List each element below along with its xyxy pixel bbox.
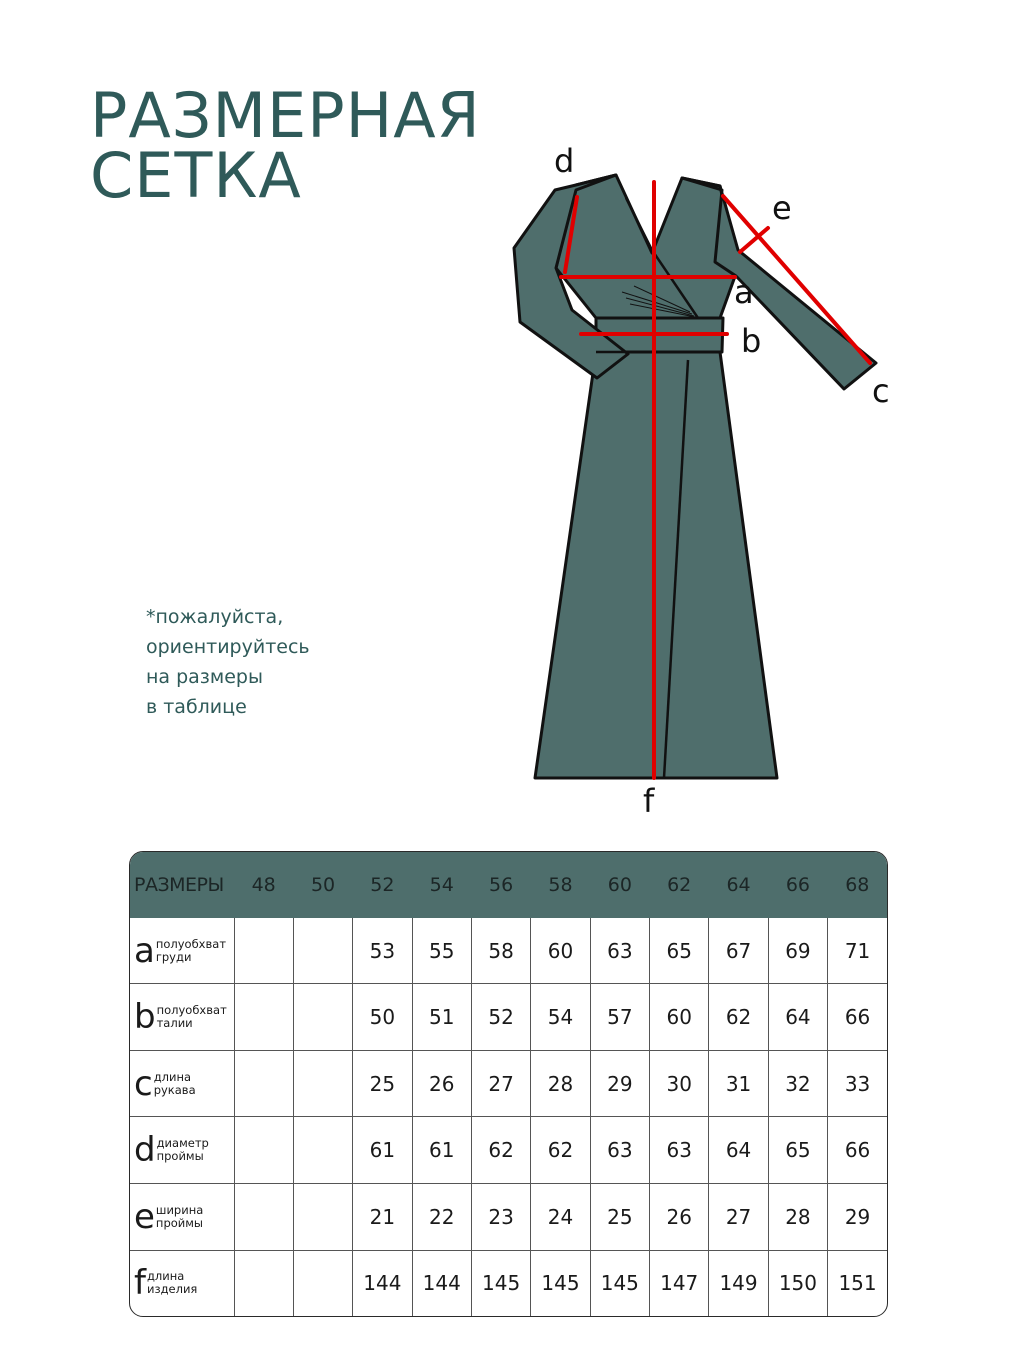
row-desc-line: проймы	[156, 1149, 204, 1164]
note-line-1: *пожалуйста,	[146, 606, 284, 628]
table-cell	[293, 984, 352, 1051]
row-label-a	[130, 918, 234, 984]
table-cell: 67	[709, 918, 768, 984]
table-row	[130, 1184, 887, 1251]
size-header: 62	[667, 874, 692, 896]
table-cell: 144	[412, 1250, 471, 1316]
table-cell: 58	[471, 918, 530, 984]
table-row	[130, 1117, 887, 1184]
table-cell: 53	[353, 918, 412, 984]
table-cell: 147	[650, 1250, 709, 1316]
table-cell	[293, 1050, 352, 1117]
size-header-row	[130, 852, 887, 918]
table-cell: 30	[650, 1050, 709, 1117]
row-desc-line: полуобхват	[156, 1003, 227, 1017]
row-letter: c	[134, 1063, 153, 1104]
title-line-2: СЕТКА	[90, 139, 302, 212]
row-description	[156, 938, 226, 964]
row-letter: e	[134, 1196, 155, 1237]
size-header: 58	[548, 874, 573, 896]
row-label-c	[130, 1050, 234, 1117]
table-cell: 69	[768, 918, 827, 984]
table-cell: 26	[650, 1184, 709, 1251]
table-cell: 60	[531, 918, 590, 984]
table-row	[130, 984, 887, 1051]
label-d: d	[554, 142, 575, 180]
row-desc-line: рукава	[153, 1082, 196, 1097]
table-cell: 63	[590, 918, 649, 984]
row-letter: d	[134, 1130, 156, 1171]
table-cell: 21	[353, 1184, 412, 1251]
table-cell: 31	[709, 1050, 768, 1117]
size-header: 60	[607, 874, 632, 896]
row-desc-line: длина	[153, 1069, 192, 1084]
table-cell: 52	[471, 984, 530, 1051]
row-letter: a	[134, 930, 155, 971]
table-cell	[234, 1184, 293, 1251]
table-cell: 62	[471, 1117, 530, 1184]
table-cell: 145	[531, 1250, 590, 1316]
table-cell	[234, 1050, 293, 1117]
table-cell: 65	[650, 918, 709, 984]
size-header: 56	[489, 874, 514, 896]
row-desc-line: изделия	[146, 1282, 198, 1297]
row-letter: b	[134, 997, 156, 1037]
table-cell: 28	[768, 1184, 827, 1251]
table-cell: 150	[768, 1250, 827, 1316]
row-desc-line: груди	[155, 949, 192, 964]
table-cell: 149	[709, 1250, 768, 1316]
table-cell: 60	[650, 984, 709, 1051]
table-cell: 29	[590, 1050, 649, 1117]
row-desc-line: проймы	[155, 1215, 204, 1230]
table-cell: 33	[828, 1050, 887, 1117]
table-cell: 144	[353, 1250, 412, 1316]
label-e: e	[772, 189, 792, 227]
table-cell: 27	[471, 1050, 530, 1117]
row-label-e	[130, 1184, 234, 1251]
row-description	[156, 1204, 203, 1230]
size-header: 68	[845, 874, 870, 896]
row-desc-line: полуобхват	[155, 936, 227, 951]
table-cell	[234, 918, 293, 984]
table-cell	[293, 1184, 352, 1251]
table-cell: 54	[531, 984, 590, 1051]
dress-bodice	[556, 175, 738, 318]
table-cell: 24	[531, 1184, 590, 1251]
table-row	[130, 918, 887, 984]
note-line-3: на размеры	[146, 666, 263, 688]
table-cell: 25	[590, 1184, 649, 1251]
label-f: f	[643, 782, 655, 820]
table-row	[130, 1050, 887, 1117]
table-cell: 62	[531, 1117, 590, 1184]
dress-illustration	[514, 175, 876, 778]
table-cell: 50	[353, 984, 412, 1051]
row-desc-line: ширина	[155, 1202, 204, 1217]
label-c: c	[872, 372, 890, 410]
table-cell	[234, 1117, 293, 1184]
size-header: 52	[370, 874, 395, 896]
table-cell: 61	[412, 1117, 471, 1184]
table-cell: 32	[768, 1050, 827, 1117]
label-a: a	[734, 273, 754, 311]
table-cell: 64	[768, 984, 827, 1051]
row-label-f	[130, 1250, 234, 1316]
dress-measurement-diagram	[490, 140, 910, 830]
row-description	[147, 1270, 197, 1296]
row-desc-line: диаметр	[156, 1136, 209, 1151]
row-label-d	[130, 1117, 234, 1184]
table-cell: 66	[828, 1117, 887, 1184]
size-table-grid	[130, 852, 887, 1316]
table-cell: 63	[590, 1117, 649, 1184]
table-cell: 25	[353, 1050, 412, 1117]
size-header: 48	[251, 874, 276, 896]
page-title	[90, 79, 481, 212]
size-table	[129, 851, 888, 1317]
size-header: 64	[726, 874, 751, 896]
table-cell: 28	[531, 1050, 590, 1117]
table-cell	[293, 1250, 352, 1316]
size-header: 50	[310, 874, 336, 896]
table-cell: 61	[353, 1117, 412, 1184]
title-line-1: РАЗМЕРНАЯ	[90, 79, 481, 152]
table-cell: 63	[650, 1117, 709, 1184]
sizes-corner-label: РАЗМЕРЫ	[134, 874, 224, 896]
table-cell: 26	[412, 1050, 471, 1117]
table-cell: 145	[590, 1250, 649, 1316]
size-note	[146, 602, 310, 722]
table-cell: 22	[412, 1184, 471, 1251]
table-cell	[234, 984, 293, 1051]
table-cell: 51	[412, 984, 471, 1051]
table-cell	[234, 1250, 293, 1316]
row-label-b	[130, 984, 234, 1051]
table-cell: 65	[768, 1117, 827, 1184]
table-cell	[293, 918, 352, 984]
table-cell: 151	[828, 1250, 887, 1316]
table-cell: 57	[590, 984, 649, 1051]
table-row	[130, 1250, 887, 1316]
row-description	[157, 1137, 209, 1163]
table-cell: 64	[709, 1117, 768, 1184]
size-header: 66	[785, 874, 810, 896]
size-header: 54	[429, 874, 454, 896]
table-cell: 62	[709, 984, 768, 1051]
table-cell	[293, 1117, 352, 1184]
table-cell: 55	[412, 918, 471, 984]
table-cell: 27	[709, 1184, 768, 1251]
table-cell: 71	[828, 918, 887, 984]
note-line-2: ориентируйтесь	[146, 636, 310, 658]
row-description	[157, 1004, 227, 1030]
label-b: b	[741, 322, 762, 360]
table-cell: 29	[828, 1184, 887, 1251]
table-cell: 145	[471, 1250, 530, 1316]
note-line-4: в таблице	[146, 696, 247, 718]
row-description	[154, 1071, 196, 1097]
row-desc-line: талии	[156, 1016, 193, 1030]
table-cell: 23	[471, 1184, 530, 1251]
row-letter: f	[134, 1263, 146, 1304]
row-desc-line: длина	[146, 1269, 185, 1284]
table-cell: 66	[828, 984, 887, 1051]
